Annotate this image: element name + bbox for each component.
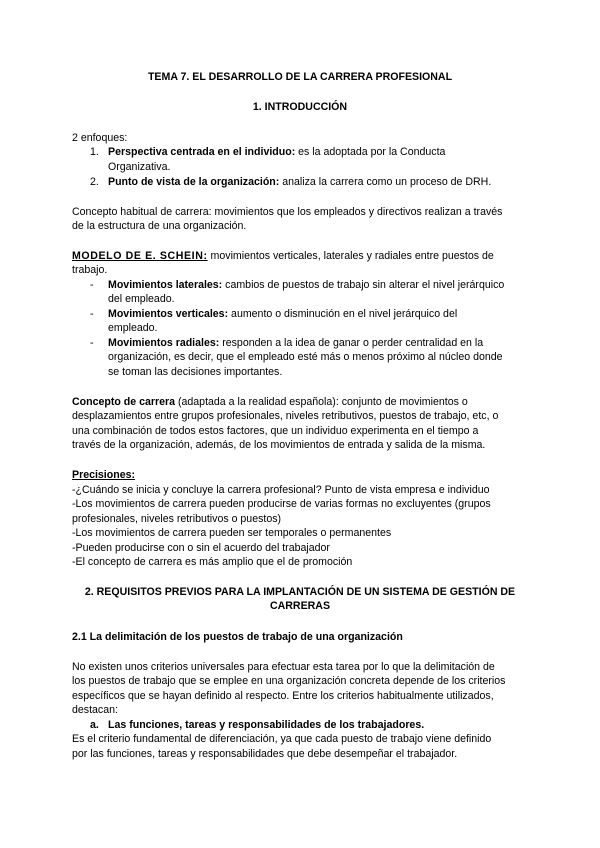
- movimientos-radiales-term: Movimientos radiales:: [108, 337, 220, 349]
- paragraph-2-1-line-4: destacan:: [72, 704, 118, 716]
- movimientos-radiales-line-3: se toman las decisiones importantes.: [108, 366, 283, 378]
- enfoque-2-text: analiza la carrera como un proceso de DRH.: [279, 176, 492, 188]
- concepto-habitual-line-2: de la estructura de una organización.: [72, 220, 247, 232]
- criterio-a-heading: Las funciones, tareas y responsabilidades de los trabajadores.: [108, 719, 425, 731]
- enfoques-intro: 2 enfoques:: [72, 132, 128, 144]
- paragraph-2-1-line-2: los puestos de trabajo que se emplee en una organización concreta depende de los criterios: [72, 675, 506, 687]
- enfoque-1: [108, 145, 445, 160]
- precision-line: profesionales, niveles retributivos o puestos): [72, 513, 282, 525]
- enfoque-2-number: 2.: [90, 176, 99, 188]
- movimientos-verticales-term: Movimientos verticales:: [108, 308, 229, 320]
- criterio-a-label: a.: [90, 719, 99, 731]
- section-2-heading-line-2: CARRERAS: [269, 600, 331, 612]
- concepto-carrera-term: Concepto de carrera: [72, 396, 176, 408]
- subsection-2-1-heading: 2.1 La delimitación de los puestos de trabajo de una organización: [72, 631, 403, 643]
- section-2-heading-line-1: 2. REQUISITOS PREVIOS PARA LA IMPLANTACIÓN DE UN SISTEMA DE GESTIÓN DE: [84, 586, 516, 598]
- schein-heading: MODELO DE E. SCHEIN:: [72, 250, 208, 262]
- schein-intro: [72, 249, 494, 264]
- movimientos-laterales-term: Movimientos laterales:: [108, 279, 223, 291]
- precision-line: -Pueden producirse con o sin el acuerdo del trabajador: [72, 542, 330, 554]
- precision-line: -¿Cuándo se inicia y concluye la carrera profesional? Punto de vista empresa e individuo: [72, 484, 490, 496]
- movimientos-laterales: [108, 278, 504, 293]
- movimientos-radiales: [108, 336, 483, 351]
- precision-line: -El concepto de carrera es más amplio que el de promoción: [72, 556, 353, 568]
- enfoque-2-term: Punto de vista de la organización:: [108, 176, 280, 188]
- precisiones-heading: Precisiones:: [72, 469, 136, 481]
- precision-line: -Los movimientos de carrera pueden ser temporales o permanentes: [72, 527, 392, 539]
- enfoque-1-number: 1.: [90, 146, 99, 158]
- schein-text: movimientos verticales, laterales y radiales entre puestos de: [207, 250, 494, 262]
- movimientos-laterales-text: cambios de puestos de trabajo sin alterar el nivel jerárquico: [222, 279, 505, 291]
- schein-continuation: trabajo.: [72, 264, 108, 276]
- concepto-habitual-line-1: Concepto habitual de carrera: movimientos que los empleados y directivos realizan a través: [72, 206, 503, 218]
- paragraph-2-1-line-3: específicos que se hayan definido al respecto. Entre los criterios habitualmente utilizados,: [72, 690, 494, 702]
- enfoque-1-term: Perspectiva centrada en el individuo:: [108, 146, 296, 158]
- schein-bullet-1: -: [90, 279, 94, 291]
- concepto-carrera-line-3: una combinación de todos estos factores, que un individuo experimenta en el tiempo a: [72, 425, 479, 437]
- section-1-heading: 1. INTRODUCCIÓN: [252, 101, 348, 113]
- paragraph-a-line-1: Es el criterio fundamental de diferenciación, ya que cada puesto de trabajo viene definido: [72, 733, 492, 745]
- enfoque-1-text: es la adoptada por la Conducta: [295, 146, 446, 158]
- movimientos-verticales: [108, 307, 457, 322]
- paragraph-2-1-line-1: No existen unos criterios universales para efectuar esta tarea por lo que la delimitación de: [72, 661, 495, 673]
- enfoque-1-continuation: Organizativa.: [108, 161, 171, 173]
- concepto-carrera-line-1: [72, 395, 468, 410]
- movimientos-radiales-line-2: organización, es decir, que el empleado esté más o menos próximo al núcleo donde: [108, 351, 503, 363]
- concepto-carrera-line-4: través de la organización, además, de los movimientos de entrada y salida de la misma.: [72, 439, 486, 451]
- concepto-carrera-text: (adaptada a la realidad española): conjunto de movimientos o: [175, 396, 468, 408]
- movimientos-verticales-text: aumento o disminución en el nivel jerárquico del: [228, 308, 458, 320]
- schein-bullet-3: -: [90, 337, 94, 349]
- schein-bullet-2: -: [90, 308, 94, 320]
- document-title: TEMA 7. EL DESARROLLO DE LA CARRERA PROFESIONAL: [147, 71, 453, 83]
- precision-line: -Los movimientos de carrera pueden producirse de varias formas no excluyentes (grupos: [72, 498, 491, 510]
- paragraph-a-line-2: por las funciones, tareas y responsabilidades que debe desempeñar el trabajador.: [72, 748, 458, 760]
- movimientos-verticales-continuation: empleado.: [108, 322, 158, 334]
- concepto-carrera-line-2: desplazamientos entre grupos profesionales, niveles retributivos, puestos de trabajo, etc, o: [72, 410, 499, 422]
- enfoque-2: [108, 175, 491, 190]
- movimientos-laterales-continuation: del empleado.: [108, 293, 175, 305]
- movimientos-radiales-text: responden a la idea de ganar o perder centralidad en la: [219, 337, 484, 349]
